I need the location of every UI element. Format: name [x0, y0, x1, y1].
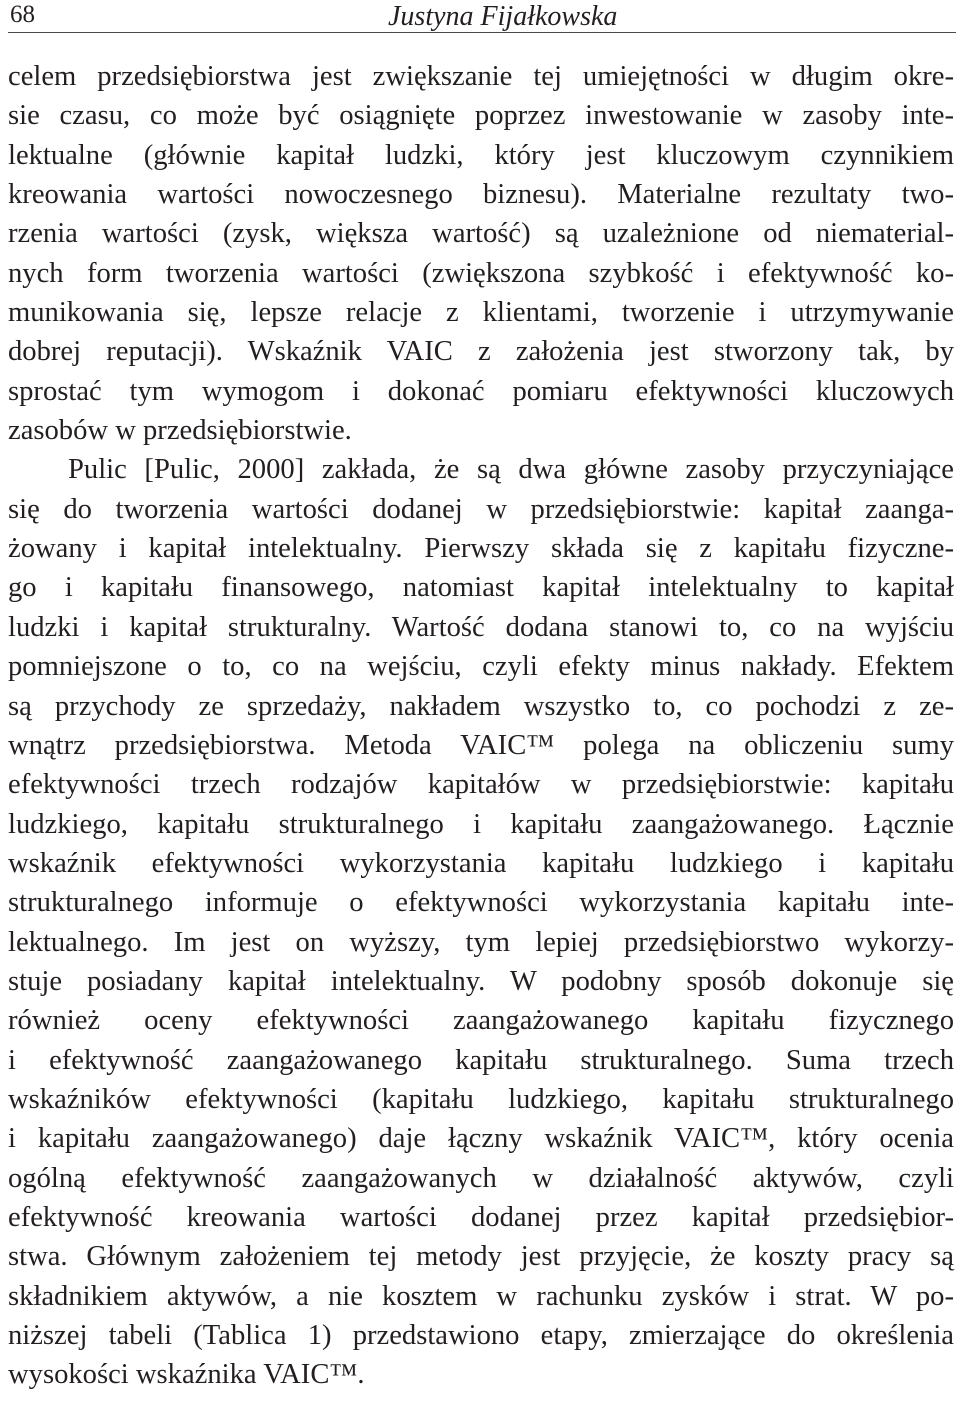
text-line: wysokości wskaźnika VAIC™. [8, 1359, 365, 1391]
text-line: go i kapitału finansowego, natomiast kapitał intelektualny to kapitał [8, 572, 954, 604]
text-line: munikowania się, lepsze relacje z klientami, tworzenie i utrzymywanie [8, 297, 954, 329]
text-line: i kapitału zaangażowanego) daje łączny wskaźnik VAIC™, który ocenia [8, 1123, 954, 1155]
running-head-author: Justyna Fijałkowska [388, 1, 618, 32]
text-line: są przychody ze sprzedaży, nakładem wszystko to, co pochodzi z ze- [8, 690, 954, 722]
text-line: składnikiem aktywów, a nie kosztem w rachunku zysków i strat. W po- [8, 1280, 954, 1312]
running-head [8, 0, 956, 33]
text-line: się do tworzenia wartości dodanej w przedsiębiorstwie: kapitał zaanga- [8, 493, 954, 525]
text-line: pomniejszone o to, co na wejściu, czyli efekty minus nakłady. Efektem [8, 651, 954, 683]
text-line: wskaźników efektywności (kapitału ludzkiego, kapitału strukturalnego [8, 1083, 954, 1115]
text-line: efektywność kreowania wartości dodanej przez kapitał przedsiębior- [8, 1201, 954, 1233]
text-line: żowany i kapitał intelektualny. Pierwszy składa się z kapitału fizyczne- [8, 533, 954, 565]
text-line: celem przedsiębiorstwa jest zwiększanie tej umiejętności w długim okre- [8, 61, 954, 92]
page-number: 68 [10, 1, 35, 28]
text-line: zasobów w przedsiębiorstwie. [8, 415, 352, 447]
paragraph-2 [8, 450, 954, 1394]
text-line: również oceny efektywności zaangażowanego kapitału fizycznego [8, 1005, 954, 1037]
text-line: efektywności trzech rodzajów kapitałów w przedsiębiorstwie: kapitału [8, 769, 954, 801]
text-line: i efektywność zaangażowanego kapitału strukturalnego. Suma trzech [8, 1044, 954, 1076]
text-line: ogólną efektywność zaangażowanych w działalność aktywów, czyli [8, 1162, 954, 1194]
body-text [8, 57, 954, 1395]
text-line: lektualne (głównie kapitał ludzki, który jest kluczowym czynnikiem [8, 139, 954, 171]
text-line: stuje posiadany kapitał intelektualny. W podobny sposób dokonuje się [8, 965, 954, 997]
text-line: rzenia wartości (zysk, większa wartość) są uzależnione od niematerial- [8, 218, 954, 250]
text-line: niższej tabeli (Tablica 1) przedstawiono etapy, zmierzające do określenia [8, 1320, 954, 1351]
text-line: Pulic [Pulic, 2000] zakłada, że są dwa główne zasoby przyczyniające [68, 454, 954, 486]
text-line: lektualnego. Im jest on wyższy, tym lepiej przedsiębiorstwo wykorzy- [8, 926, 954, 958]
text-line: stwa. Głównym założeniem tej metody jest przyjęcie, że koszty pracy są [8, 1241, 954, 1273]
text-line: nych form tworzenia wartości (zwiększona szybkość i efektywność ko- [8, 257, 954, 289]
text-line: strukturalnego informuje o efektywności wykorzystania kapitału inte- [8, 887, 954, 919]
text-line: kreowania wartości nowoczesnego biznesu). Materialne rezultaty two- [8, 179, 954, 211]
text-line: ludzki i kapitał strukturalny. Wartość dodana stanowi to, co na wyjściu [8, 611, 954, 643]
text-line: sprostać tym wymogom i dokonać pomiaru efektywności kluczowych [8, 375, 954, 407]
paragraph-1 [8, 57, 954, 450]
text-line: sie czasu, co może być osiągnięte poprzez inwestowanie w zasoby inte- [8, 100, 954, 132]
text-line: wskaźnik efektywności wykorzystania kapitału ludzkiego i kapitału [8, 847, 954, 879]
text-line: dobrej reputacji). Wskaźnik VAIC z założenia jest stworzony tak, by [8, 336, 954, 368]
text-line: ludzkiego, kapitału strukturalnego i kapitału zaangażowanego. Łącznie [8, 808, 954, 840]
text-line: wnątrz przedsiębiorstwa. Metoda VAIC™ polega na obliczeniu sumy [8, 729, 954, 761]
